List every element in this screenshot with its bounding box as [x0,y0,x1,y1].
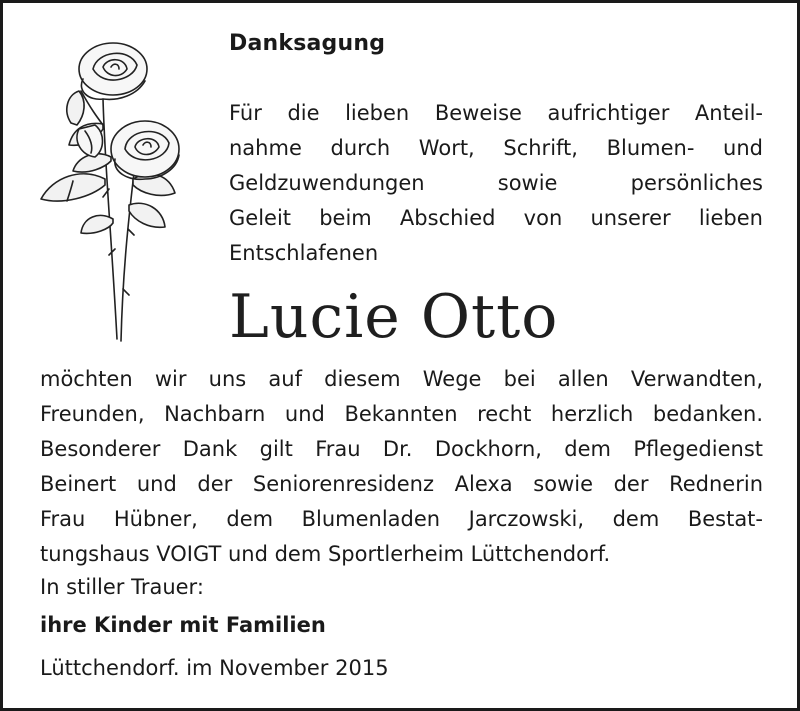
signature-name: ihre Kinder mit Familien [40,613,326,637]
intro-line: Für die lieben Beweise aufrichtiger Anteil- [229,101,763,125]
intro-line: Geleit beim Abschied von unserer lieben [229,206,763,230]
notice-heading: Danksagung [229,31,386,56]
intro-line: Geldzuwendungen sowie persönliches [229,171,763,195]
thanks-paragraph [40,362,763,572]
body-line: Beinert und der Seniorenresidenz Alexa sowie der Rednerin [40,472,763,496]
body-line: Freunden, Nachbarn und Bekannten recht herzlich bedanken. [40,402,763,426]
signature-label: In stiller Trauer: [40,575,204,599]
intro-paragraph [229,96,763,271]
place-date: Lüttchendorf. im November 2015 [40,656,389,680]
deceased-name: Lucie Otto [229,282,559,352]
body-line: Besonderer Dank gilt Frau Dr. Dockhorn, dem Pflegedienst [40,437,763,461]
rose-icon [33,29,183,349]
body-line: Frau Hübner, dem Blumenladen Jarczowski, dem Bestat- [40,507,763,531]
intro-line: nahme durch Wort, Schrift, Blumen- und [229,136,763,160]
intro-line: Entschlafenen [229,241,379,265]
body-line: möchten wir uns auf diesem Wege bei allen Verwandten, [40,367,763,391]
body-line: tungshaus VOIGT und dem Sportlerheim Lüttchendorf. [40,542,611,566]
